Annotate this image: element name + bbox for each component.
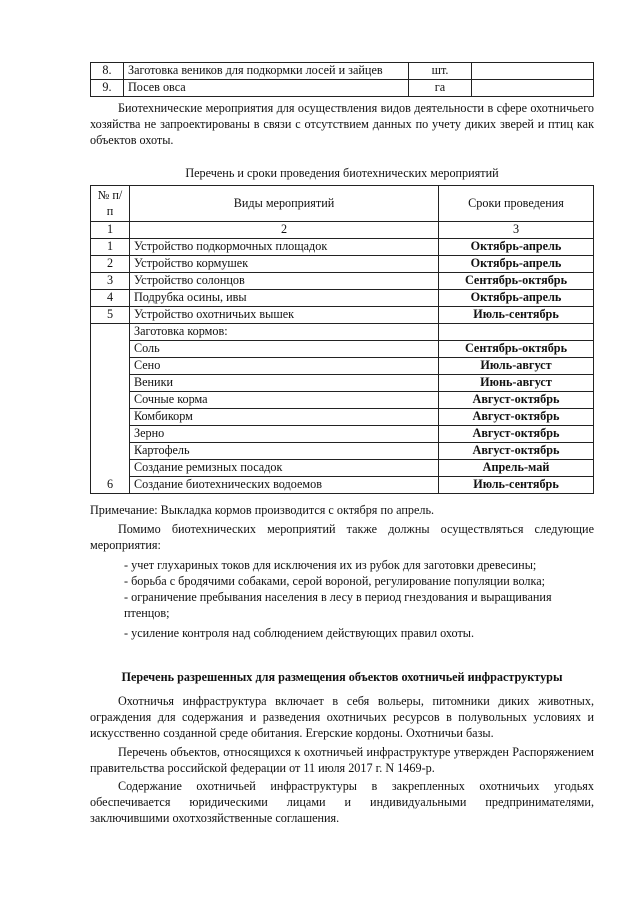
row-term: Октябрь-апрель [439, 256, 594, 273]
row-term: Июль-сентябрь [439, 477, 594, 494]
list-item: - учет глухариных токов для исключения их из рубок для заготовки древесины; [124, 558, 537, 572]
list-item: - ограничение пребывания населения в лесу в период гнездования и выращивания птенцов; [124, 590, 552, 620]
table-row [91, 409, 594, 426]
table-subheader-row [91, 222, 594, 239]
row-measure: Устройство солонцов [130, 273, 439, 290]
row-measure: Создание ремизных посадок [130, 460, 439, 477]
table-row [91, 324, 594, 341]
row-number: 2 [91, 256, 130, 273]
subheader-3: 3 [439, 222, 594, 239]
row-measure: Зерно [130, 426, 439, 443]
row-measure: Веники [130, 375, 439, 392]
row-measure: Сочные корма [130, 392, 439, 409]
row-term: Август-октябрь [439, 426, 594, 443]
row-term: Сентябрь-октябрь [439, 341, 594, 358]
row-term: Июль-сентябрь [439, 307, 594, 324]
row-measure: Картофель [130, 443, 439, 460]
row-number: 9. [91, 79, 124, 96]
row-measure: Создание биотехнических водоемов [130, 477, 439, 494]
table-row [91, 256, 594, 273]
paragraph-additional-measures: Помимо биотехнических мероприятий также должны осуществляться следующие мероприятия: [90, 522, 594, 552]
paragraph-infrastructure: Охотничья инфраструктура включает в себя вольеры, питомники диких животных, ограждения для содержания и разведения охотничьих ресурсов в полувольных условиях и искусственно созданной среде обитания. Егерские кордоны. Охотничьи базы. [90, 694, 594, 740]
row-number: 5 [91, 307, 130, 324]
row-measure: Подрубка осины, ивы [130, 290, 439, 307]
paragraph-object-list: Перечень объектов, относящихся к охотничьей инфраструктуре утвержден Распоряжением правительства российской федерации от 11 июля 2017 г. N 1469-р. [90, 745, 594, 775]
header-term: Сроки проведения [439, 186, 594, 222]
row-value [472, 79, 594, 96]
row-term: Август-октябрь [439, 392, 594, 409]
table-row [91, 460, 594, 477]
table-row [91, 79, 594, 96]
row-unit: шт. [409, 63, 472, 80]
list-item: - усиление контроля над соблюдением действующих правил охоты. [124, 626, 475, 640]
table-row [91, 375, 594, 392]
row-number: 1 [91, 239, 130, 256]
row-term: Август-октябрь [439, 443, 594, 460]
table-row [91, 426, 594, 443]
row-measure: Устройство охотничьих вышек [130, 307, 439, 324]
table-row [91, 63, 594, 80]
row-measure: Заготовка кормов: [130, 324, 439, 341]
row-measure: Сено [130, 358, 439, 375]
row-term: Октябрь-апрель [439, 290, 594, 307]
row-measure: Соль [130, 341, 439, 358]
row-number: 8. [91, 63, 124, 80]
biotech-measures-table [90, 185, 594, 494]
table-row [91, 307, 594, 324]
table-row [91, 239, 594, 256]
row-name: Посев овса [124, 79, 409, 96]
list-item: - борьба с бродячими собаками, серой вороной, регулирование популяции волка; [124, 574, 546, 588]
paragraph-maintenance: Содержание охотничьей инфраструктуры в закрепленных охотничьих угодьях обеспечивается юридическими лицами и индивидуальными предпринимателями, заключившими охотхозяйственные соглашения. [90, 779, 594, 825]
table-row [91, 290, 594, 307]
row-name: Заготовка веников для подкормки лосей и зайцев [124, 63, 409, 80]
row-number: 4 [91, 290, 130, 307]
table-row [91, 477, 594, 494]
table-row [91, 341, 594, 358]
subheader-2: 2 [130, 222, 439, 239]
row-term: Август-октябрь [439, 409, 594, 426]
header-measure: Виды мероприятий [130, 186, 439, 222]
section-heading: Перечень разрешенных для размещения объектов охотничьей инфраструктуры [121, 670, 563, 684]
row-value [472, 63, 594, 80]
row-term: Июль-август [439, 358, 594, 375]
row-measure: Устройство подкормочных площадок [130, 239, 439, 256]
row-term [439, 324, 594, 341]
table-row [91, 358, 594, 375]
row-term: Сентябрь-октябрь [439, 273, 594, 290]
table-row [91, 392, 594, 409]
paragraph-biotech-not-planned: Биотехнические мероприятия для осуществления видов деятельности в сфере охотничьего хозяйства не запроектированы в связи с отсутствием данных по учету диких зверей и птиц как объектов охоты. [90, 101, 594, 147]
row-number: 3 [91, 273, 130, 290]
row-number-group: 6 [91, 324, 130, 494]
table-row [91, 273, 594, 290]
table-header-row [91, 186, 594, 222]
top-table-continuation [90, 62, 594, 97]
table-caption: Перечень и сроки проведения биотехнических мероприятий [185, 166, 499, 180]
row-term: Апрель-май [439, 460, 594, 477]
row-measure: Устройство кормушек [130, 256, 439, 273]
header-number: № п/п [91, 186, 130, 222]
table-row [91, 443, 594, 460]
subheader-1: 1 [91, 222, 130, 239]
table-note: Примечание: Выкладка кормов производится с октября по апрель. [90, 503, 435, 517]
row-term: Июнь-август [439, 375, 594, 392]
row-term: Октябрь-апрель [439, 239, 594, 256]
row-unit: га [409, 79, 472, 96]
row-measure: Комбикорм [130, 409, 439, 426]
